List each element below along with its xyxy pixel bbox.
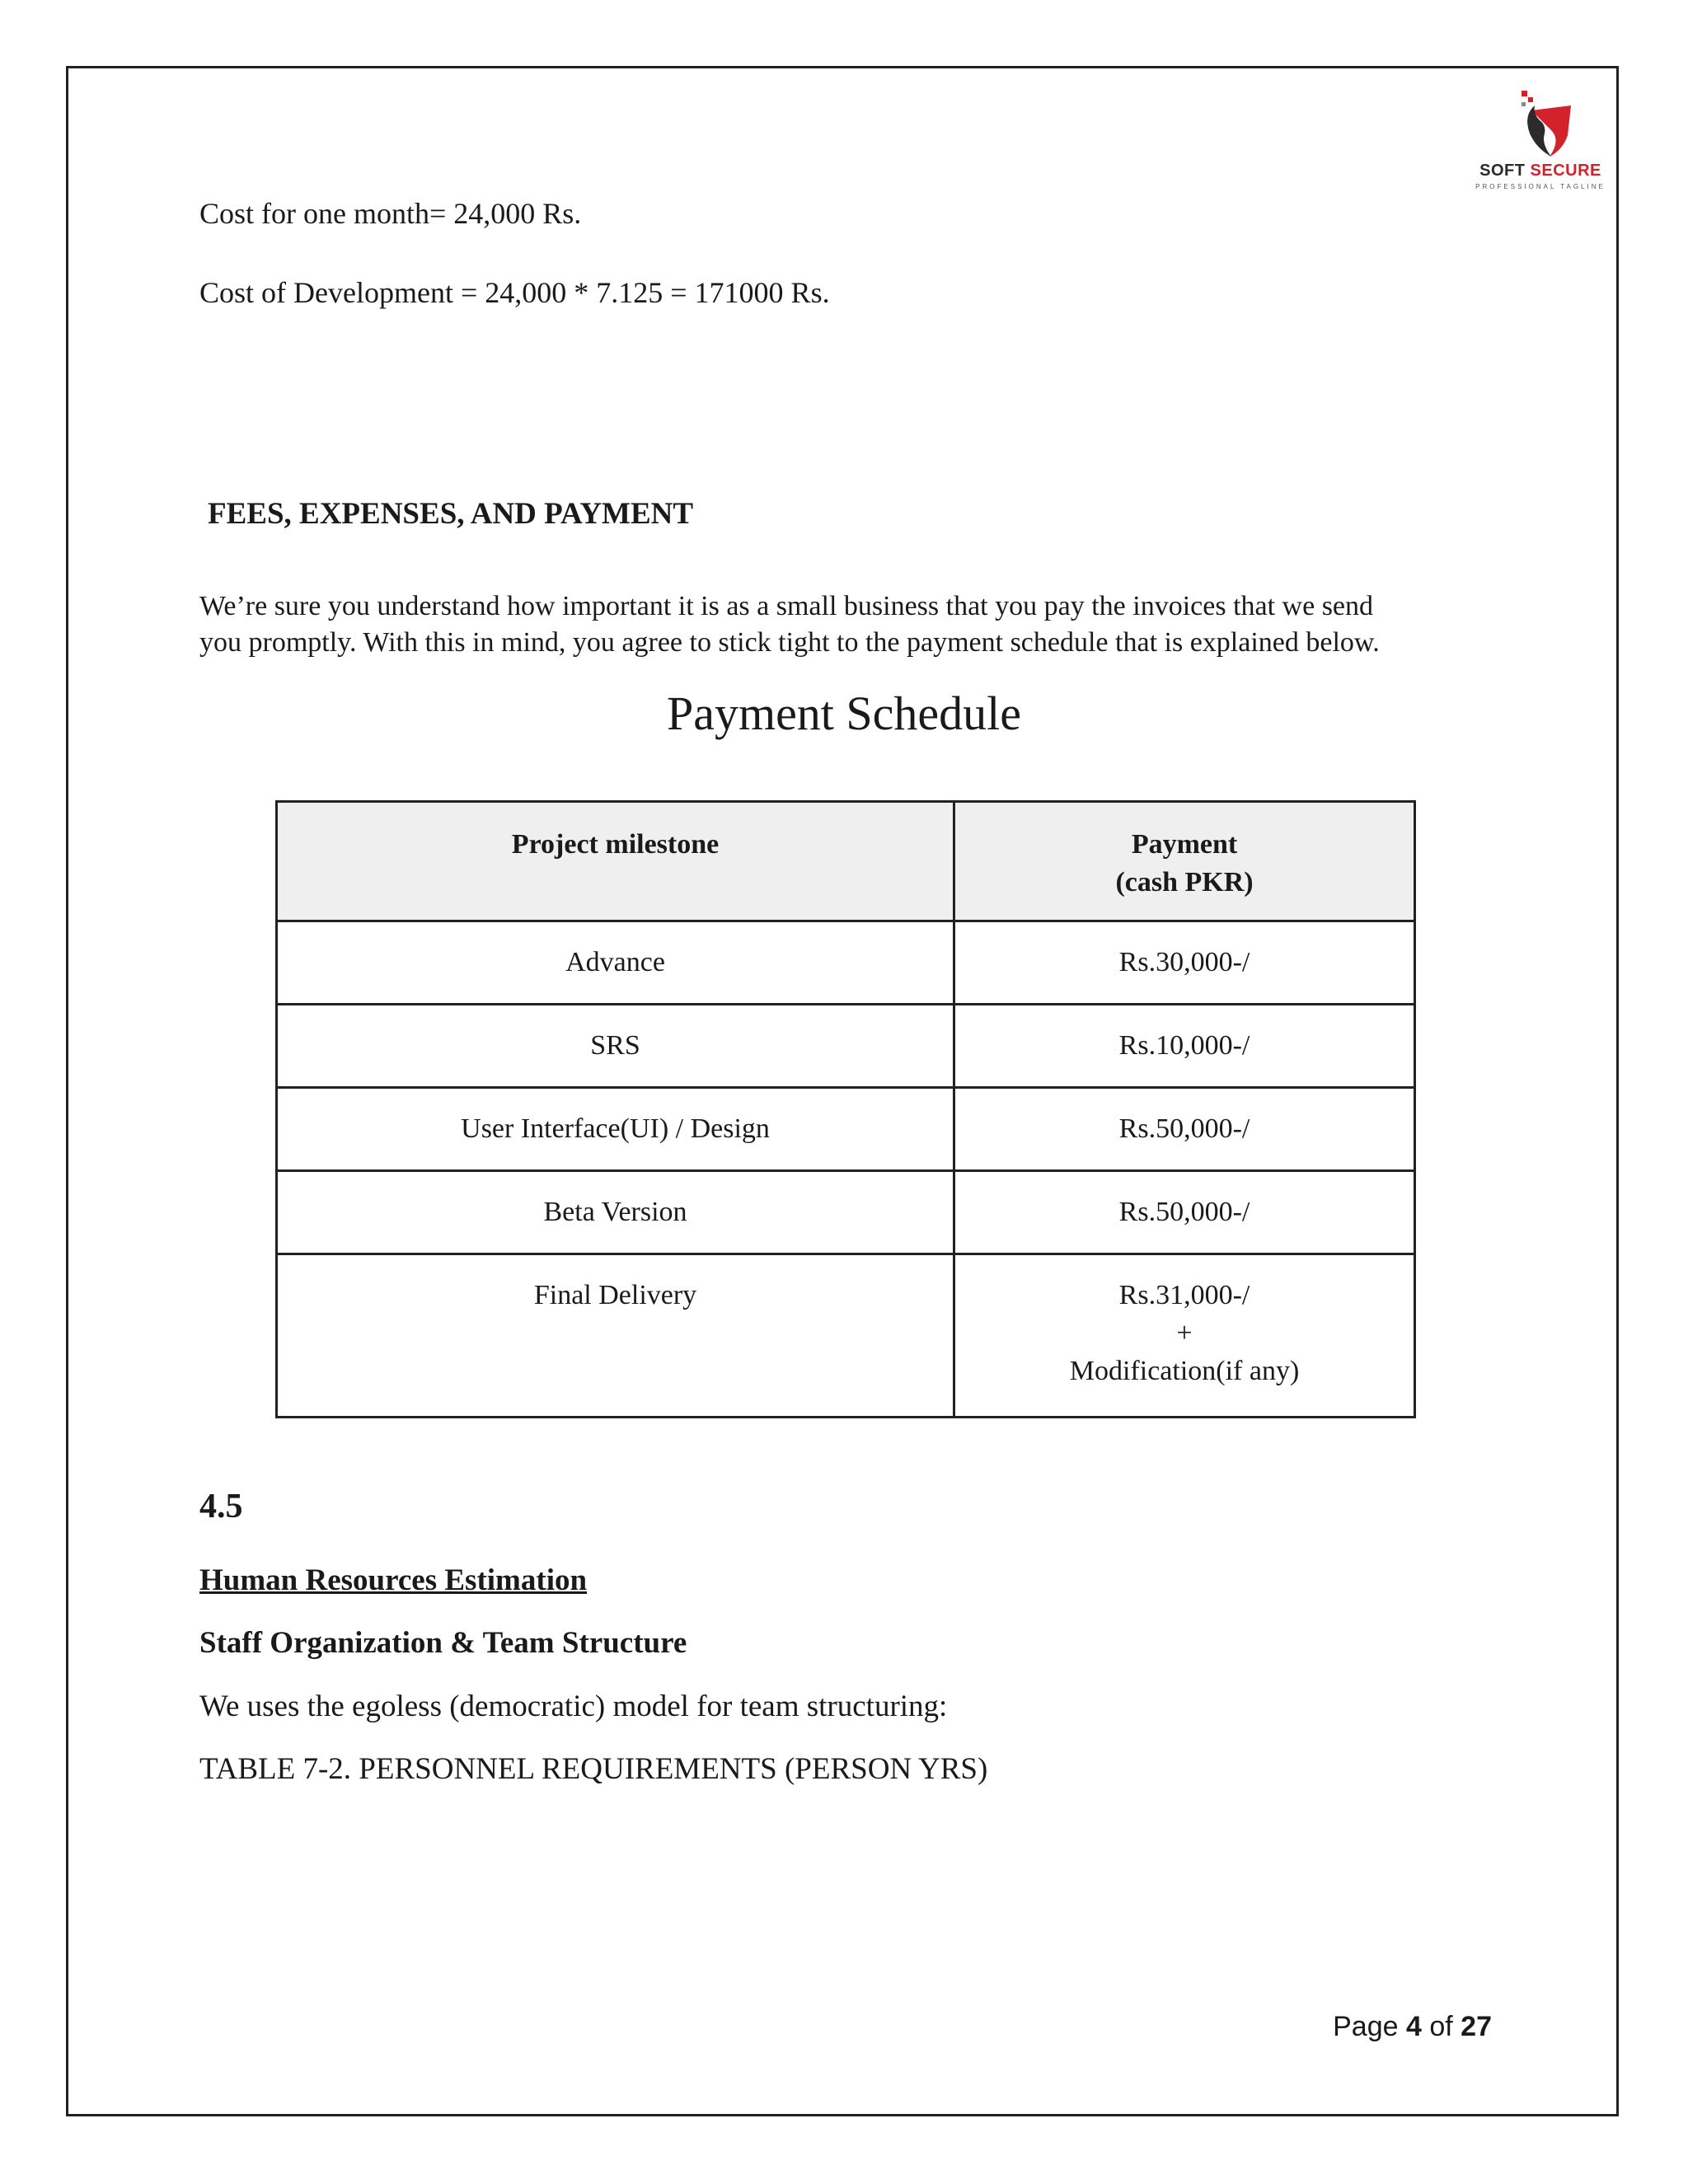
cost-of-development: Cost of Development = 24,000 * 7.125 = 171000 Rs. bbox=[199, 276, 830, 309]
table-row bbox=[277, 1254, 1415, 1418]
section-number: 4.5 bbox=[199, 1488, 243, 1526]
payment-schedule-title: Payment Schedule bbox=[666, 687, 1022, 740]
shield-s-logo-icon bbox=[1465, 86, 1615, 162]
payment-cell: Rs.50,000-/ bbox=[954, 1088, 1415, 1171]
milestone-cell: SRS bbox=[277, 1005, 954, 1088]
table-row bbox=[277, 1171, 1415, 1254]
payment-cell: Rs.30,000-/ bbox=[954, 921, 1415, 1005]
milestone-column-header: Project milestone bbox=[277, 802, 954, 921]
fees-paragraph-line: you promptly. With this in mind, you agree to stick tight to the payment schedule that is explained below. bbox=[199, 627, 1380, 658]
section-title: Human Resources Estimation bbox=[199, 1563, 588, 1597]
logo-tagline: PROFESSIONAL TAGLINE bbox=[1475, 183, 1606, 190]
milestone-cell: Beta Version bbox=[277, 1171, 954, 1254]
fees-heading: FEES, EXPENSES, AND PAYMENT bbox=[208, 497, 694, 531]
team-structure-text: We uses the egoless (democratic) model for team structuring: bbox=[199, 1690, 948, 1723]
table-row bbox=[277, 1088, 1415, 1171]
payment-cell: Rs.10,000-/ bbox=[954, 1005, 1415, 1088]
payment-column-header: Payment (cash PKR) bbox=[954, 802, 1415, 921]
logo-wordmark: SOFT SECURE bbox=[1479, 162, 1601, 180]
table-header-row bbox=[277, 802, 1415, 921]
page-number: Page 4 of 27 bbox=[1333, 2011, 1492, 2042]
section-subtitle: Staff Organization & Team Structure bbox=[199, 1626, 687, 1660]
fees-paragraph-line: We’re sure you understand how important it is as a small business that you pay the invoices that we send bbox=[199, 591, 1374, 621]
payment-cell: Rs.31,000-/ + Modification(if any) bbox=[954, 1254, 1415, 1418]
milestone-cell: Advance bbox=[277, 921, 954, 1005]
fees-paragraph bbox=[199, 588, 1493, 661]
company-logo bbox=[1465, 86, 1615, 193]
payment-cell: Rs.50,000-/ bbox=[954, 1171, 1415, 1254]
payment-schedule-table bbox=[275, 800, 1416, 1418]
table-row bbox=[277, 921, 1415, 1005]
milestone-cell: User Interface(UI) / Design bbox=[277, 1088, 954, 1171]
table-row bbox=[277, 1005, 1415, 1088]
cost-per-month: Cost for one month= 24,000 Rs. bbox=[199, 197, 582, 230]
milestone-cell: Final Delivery bbox=[277, 1254, 954, 1418]
table-caption: TABLE 7-2. PERSONNEL REQUIREMENTS (PERSON YRS) bbox=[199, 1752, 988, 1786]
